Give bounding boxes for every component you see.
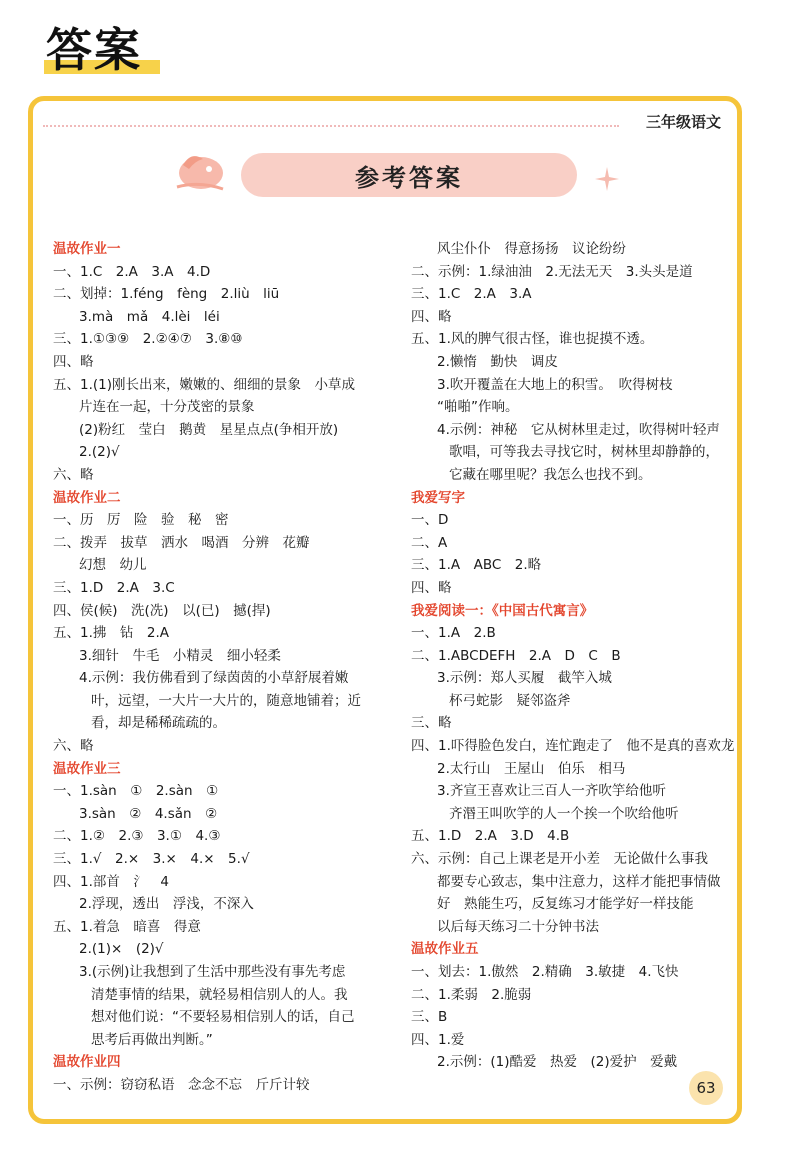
answer-line: 杯弓蛇影 疑邻盗斧 bbox=[449, 692, 571, 709]
answer-line: 幻想 幼儿 bbox=[79, 557, 147, 574]
answer-line: 四、侯(候) 洗(冼) 以(已) 撼(捍) bbox=[53, 602, 271, 619]
answer-line: 3.sàn ② 4.sǎn ② bbox=[79, 805, 218, 822]
answer-line: 一、D bbox=[411, 512, 449, 529]
answer-line: 二、划掉：1.féng fèng 2.liù liū bbox=[53, 286, 280, 303]
answer-line: 2.浮现，透出 浮浅，不深入 bbox=[79, 896, 254, 913]
answer-line: 2.(2)√ bbox=[79, 444, 120, 461]
answer-line: 四、1.部首 氵 4 bbox=[53, 873, 169, 890]
answer-line: 思考后再做出判断。” bbox=[91, 1031, 213, 1048]
answer-line: 三、1.①③⑨ 2.②④⑦ 3.⑧⑩ bbox=[53, 331, 243, 348]
answer-line: 四、1.爱 bbox=[411, 1031, 465, 1048]
answer-line: 齐湣王叫吹竽的人一个挨一个吹给他听 bbox=[449, 805, 679, 822]
answer-line: 三、1.A ABC 2.略 bbox=[411, 557, 542, 574]
section-heading: 温故作业一 bbox=[53, 241, 121, 257]
answer-line: 五、1.着急 暗喜 得意 bbox=[53, 918, 201, 935]
answer-line: 一、1.C 2.A 3.A 4.D bbox=[53, 263, 211, 280]
answer-line: 想对他们说：“不要轻易相信别人的话，自己 bbox=[91, 1009, 355, 1026]
answer-line: 六、略 bbox=[53, 738, 94, 755]
answer-line: 二、1.ABCDEFH 2.A D C B bbox=[411, 647, 621, 664]
answer-line: “啪啪”作响。 bbox=[437, 399, 519, 416]
answer-line: 一、1.sàn ① 2.sàn ① bbox=[53, 783, 219, 800]
answer-line: 六、略 bbox=[53, 466, 94, 483]
answer-column-left bbox=[53, 238, 385, 1097]
answer-line: 看，却是稀稀疏疏的。 bbox=[91, 715, 226, 732]
page-number: 63 bbox=[689, 1071, 723, 1105]
answer-line: 叶，远望，一大片一大片的，随意地铺着；近 bbox=[91, 692, 361, 709]
answer-line: 四、略 bbox=[411, 579, 452, 596]
answer-line: 2.示例：(1)酷爱 热爱 (2)爱护 爱戴 bbox=[437, 1054, 678, 1071]
section-heading: 温故作业四 bbox=[53, 1054, 121, 1071]
answer-line: 二、示例：1.绿油油 2.无法无天 3.头头是道 bbox=[411, 263, 693, 280]
answer-line: 3.齐宣王喜欢让三百人一齐吹竽给他听 bbox=[437, 783, 666, 800]
sparkle-icon bbox=[593, 165, 621, 193]
answer-line: 清楚事情的结果，就轻易相信别人的人。我 bbox=[91, 986, 348, 1003]
dotted-divider bbox=[43, 125, 619, 127]
section-heading: 温故作业五 bbox=[411, 941, 479, 958]
answer-line: 一、示例：窃窃私语 念念不忘 斤斤计较 bbox=[53, 1076, 310, 1093]
answer-line: 2.懒惰 勤快 调皮 bbox=[437, 353, 558, 370]
answer-line: 2.太行山 王屋山 伯乐 相马 bbox=[437, 760, 626, 777]
answer-line: 3.吹开覆盖在大地上的积雪。 吹得树枝 bbox=[437, 376, 673, 393]
answer-line: 3.(示例)让我想到了生活中那些没有事先考虑 bbox=[79, 964, 346, 980]
answer-line: 六、示例：自己上课老是开小差 无论做什么事我 bbox=[411, 851, 708, 868]
answer-line: 二、拨弄 拔草 洒水 喝酒 分辨 花瓣 bbox=[53, 534, 310, 551]
main-title bbox=[44, 14, 160, 78]
answer-line: 风尘仆仆 得意扬扬 议论纷纷 bbox=[437, 241, 626, 257]
answer-line: 歌唱，可等我去寻找它时，树林里却静静的， bbox=[449, 444, 719, 461]
answer-line: 三、1.D 2.A 3.C bbox=[53, 579, 175, 596]
answer-line: 二、A bbox=[411, 534, 448, 551]
section-heading: 我爱写字 bbox=[411, 489, 465, 506]
answer-line: 二、1.柔弱 2.脆弱 bbox=[411, 986, 532, 1003]
answer-line: 三、1.C 2.A 3.A bbox=[411, 286, 532, 303]
answer-line: 一、历 厉 险 验 秘 密 bbox=[53, 512, 229, 529]
answer-line: 四、略 bbox=[411, 308, 452, 325]
answer-line: 四、1.吓得脸色发白，连忙跑走了 他不是真的喜欢龙 bbox=[411, 738, 735, 755]
answer-line: 一、划去：1.傲然 2.精确 3.敏捷 4.飞快 bbox=[411, 964, 679, 980]
section-heading: 温故作业二 bbox=[53, 489, 121, 506]
answer-line: 二、1.② 2.③ 3.① 4.③ bbox=[53, 828, 221, 845]
answer-line: 三、略 bbox=[411, 715, 452, 732]
answer-line: 五、1.D 2.A 3.D 4.B bbox=[411, 828, 570, 845]
main-title-text: 答案 bbox=[46, 23, 142, 77]
answer-line: 以后每天练习二十分钟书法 bbox=[437, 918, 599, 935]
answer-line: 它藏在哪里呢？我怎么也找不到。 bbox=[449, 466, 652, 483]
grade-label: 三年级语文 bbox=[645, 113, 721, 131]
answer-line: 三、1.√ 2.× 3.× 4.× 5.√ bbox=[53, 851, 250, 868]
answer-line: 好 熟能生巧，反复练习才能学好一样技能 bbox=[437, 896, 694, 913]
answer-line: 4.示例：我仿佛看到了绿茵茵的小草舒展着嫩 bbox=[79, 670, 349, 687]
bird-decoration-icon bbox=[169, 147, 233, 195]
answer-line: 3.细针 牛毛 小精灵 细小轻柔 bbox=[79, 647, 281, 664]
section-heading: 我爱阅读一：《中国古代寓言》 bbox=[411, 602, 594, 619]
answer-line: 都要专心致志，集中注意力，这样才能把事情做 bbox=[437, 873, 721, 890]
answer-line: 五、1.拂 钻 2.A bbox=[53, 625, 169, 642]
answer-line: 2.(1)× (2)√ bbox=[79, 941, 164, 958]
answer-line: 3.mà mǎ 4.lèi léi bbox=[79, 308, 220, 325]
section-heading: 温故作业三 bbox=[53, 760, 121, 777]
answer-line: 五、1.(1)刚长出来，嫩嫩的、细细的景象 小草成 bbox=[53, 376, 356, 393]
answer-line: 四、略 bbox=[53, 353, 94, 370]
answer-line: (2)粉红 莹白 鹅黄 星星点点(争相开放) bbox=[79, 421, 339, 438]
answer-line: 3.示例：郑人买履 截竿入城 bbox=[437, 670, 612, 687]
answer-line: 4.示例：神秘 它从树林里走过，吹得树叶轻声 bbox=[437, 421, 720, 438]
answer-line: 一、1.A 2.B bbox=[411, 625, 496, 642]
answer-line: 三、B bbox=[411, 1009, 448, 1026]
banner-title: 参考答案 bbox=[241, 153, 577, 197]
answer-card bbox=[28, 96, 742, 1124]
answer-line: 五、1.风的脾气很古怪，谁也捉摸不透。 bbox=[411, 331, 654, 348]
answer-line: 片连在一起，十分茂密的景象 bbox=[79, 399, 255, 416]
answer-column-right bbox=[411, 238, 735, 1074]
